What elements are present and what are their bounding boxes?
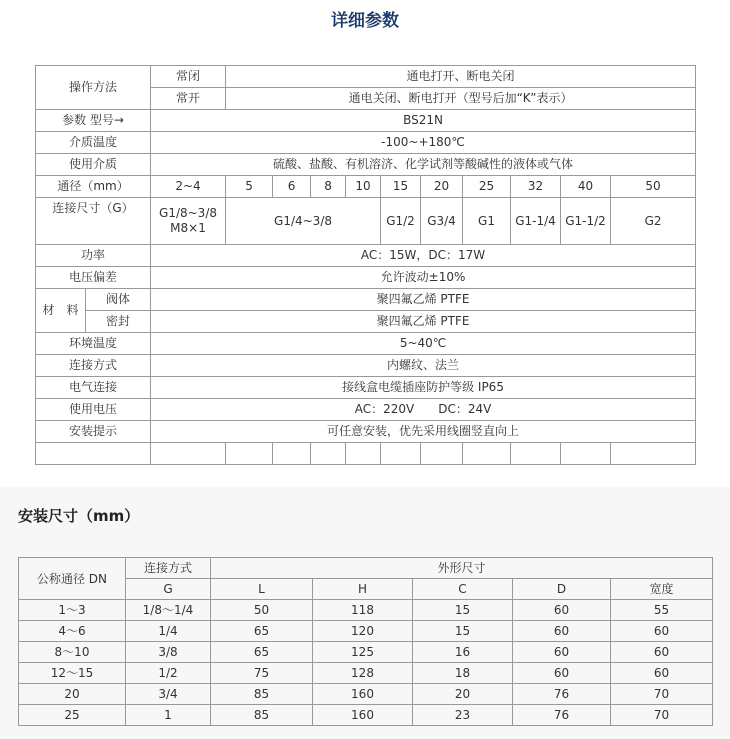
diameter-cell: 20 (421, 176, 463, 198)
dim-cell: 20 (413, 684, 513, 705)
header-outline: 外形尺寸 (211, 558, 713, 579)
diameter-cell: 10 (346, 176, 381, 198)
dim-cell: 60 (513, 600, 611, 621)
diameter-cell: 6 (273, 176, 311, 198)
empty-cell (151, 443, 226, 465)
dim-cell: 20 (19, 684, 126, 705)
label-medium: 使用介质 (36, 154, 151, 176)
dim-cell: 160 (313, 705, 413, 726)
label-install-tip: 安装提示 (36, 421, 151, 443)
value-voltage-deviation: 允许波动±10% (151, 267, 696, 289)
table-row (36, 355, 696, 377)
value-ambient-temp: 5~40℃ (151, 333, 696, 355)
install-section (0, 487, 730, 739)
empty-cell (36, 443, 151, 465)
dim-cell: 16 (413, 642, 513, 663)
label-diameter: 通径（mm） (36, 176, 151, 198)
label-normally-open: 常开 (151, 88, 226, 110)
table-row (36, 333, 696, 355)
dim-cell: 85 (211, 705, 313, 726)
empty-cell (511, 443, 561, 465)
label-material: 材 料 (36, 289, 86, 333)
diameter-cell: 5 (226, 176, 273, 198)
label-model: 参数 型号→ (36, 110, 151, 132)
dim-cell: 15 (413, 600, 513, 621)
label-electric-conn: 电气连接 (36, 377, 151, 399)
dim-cell: 125 (313, 642, 413, 663)
page-title: 详细参数 (331, 11, 399, 31)
table-row (19, 600, 713, 621)
dim-cell: 60 (513, 621, 611, 642)
label-power: 功率 (36, 245, 151, 267)
value-install-tip: 可任意安装，优先采用线圈竖直向上 (151, 421, 696, 443)
conn-size-first-line2: M8×1 (170, 221, 206, 235)
label-ambient-temp: 环境温度 (36, 333, 151, 355)
table-row (36, 245, 696, 267)
dim-cell: 120 (313, 621, 413, 642)
conn-size-cell: G3/4 (421, 198, 463, 245)
dim-cell: 18 (413, 663, 513, 684)
diameter-cell: 40 (561, 176, 611, 198)
conn-size-cell: G1/4~3/8 (226, 198, 381, 245)
dim-cell: 1/4 (126, 621, 211, 642)
diameter-cell: 8 (311, 176, 346, 198)
dim-cell: 15 (413, 621, 513, 642)
header-h: H (313, 579, 413, 600)
header-width: 宽度 (611, 579, 713, 600)
empty-cell (463, 443, 511, 465)
label-valve-body: 阀体 (86, 289, 151, 311)
dim-cell: 60 (611, 621, 713, 642)
dim-cell: 1～3 (19, 600, 126, 621)
diameter-cell: 15 (381, 176, 421, 198)
dim-cell: 3/4 (126, 684, 211, 705)
table-row (36, 176, 696, 198)
header-l: L (211, 579, 313, 600)
empty-cell (421, 443, 463, 465)
table-row (36, 198, 696, 245)
value-valve-body: 聚四氟乙烯 PTFE (151, 289, 696, 311)
empty-cell (561, 443, 611, 465)
dim-cell: 76 (513, 705, 611, 726)
conn-size-cell: G1-1/4 (511, 198, 561, 245)
table-row (36, 66, 696, 88)
table-row (36, 267, 696, 289)
empty-cell (273, 443, 311, 465)
header-dn: 公称通径 DN (19, 558, 126, 600)
dim-cell: 60 (611, 642, 713, 663)
dim-cell: 75 (211, 663, 313, 684)
dim-cell: 65 (211, 642, 313, 663)
empty-cell (381, 443, 421, 465)
table-row (19, 663, 713, 684)
conn-size-first-cell (151, 198, 226, 245)
dim-cell: 65 (211, 621, 313, 642)
label-voltage-deviation: 电压偏差 (36, 267, 151, 289)
header-d: D (513, 579, 611, 600)
conn-size-first-line1: G1/8~3/8 (159, 206, 217, 220)
table-row (19, 705, 713, 726)
dim-cell: 60 (611, 663, 713, 684)
table-row-header (19, 558, 713, 579)
header-conn-type: 连接方式 (126, 558, 211, 579)
dim-cell: 76 (513, 684, 611, 705)
header-c: C (413, 579, 513, 600)
value-seal: 聚四氟乙烯 PTFE (151, 311, 696, 333)
conn-size-cell: G2 (611, 198, 696, 245)
empty-cell (611, 443, 696, 465)
label-conn-size: 连接尺寸（G） (36, 198, 151, 245)
dim-cell: 118 (313, 600, 413, 621)
dim-cell: 1 (126, 705, 211, 726)
label-normally-closed: 常闭 (151, 66, 226, 88)
table-row-empty (36, 443, 696, 465)
table-row (36, 399, 696, 421)
dim-cell: 1/8～1/4 (126, 600, 211, 621)
value-normally-open: 通电关闭、断电打开（型号后加“K”表示） (226, 88, 696, 110)
dim-cell: 85 (211, 684, 313, 705)
label-op-method: 操作方法 (36, 66, 151, 110)
label-medium-temp: 介质温度 (36, 132, 151, 154)
dim-cell: 8～10 (19, 642, 126, 663)
table-row (36, 421, 696, 443)
value-model: BS21N (151, 110, 696, 132)
conn-size-cell: G1-1/2 (561, 198, 611, 245)
empty-cell (226, 443, 273, 465)
table-row (36, 110, 696, 132)
label-conn-type: 连接方式 (36, 355, 151, 377)
value-voltage: AC：220V DC：24V (151, 399, 696, 421)
conn-size-cell: G1 (463, 198, 511, 245)
table-row (19, 684, 713, 705)
empty-cell (311, 443, 346, 465)
diameter-cell: 50 (611, 176, 696, 198)
value-electric-conn: 接线盒电缆插座防护等级 IP65 (151, 377, 696, 399)
table-row (19, 642, 713, 663)
dim-cell: 50 (211, 600, 313, 621)
table-row (19, 621, 713, 642)
dim-cell: 60 (513, 663, 611, 684)
table-row (36, 132, 696, 154)
diameter-cell: 2~4 (151, 176, 226, 198)
label-seal: 密封 (86, 311, 151, 333)
value-power: AC：15W，DC：17W (151, 245, 696, 267)
dim-cell: 23 (413, 705, 513, 726)
diameter-cell: 32 (511, 176, 561, 198)
dim-cell: 60 (513, 642, 611, 663)
value-medium: 硫酸、盐酸、有机溶济、化学试剂等酸碱性的液体或气体 (151, 154, 696, 176)
dim-cell: 128 (313, 663, 413, 684)
table-row (36, 289, 696, 311)
dimensions-table (18, 557, 713, 726)
diameter-cell: 25 (463, 176, 511, 198)
value-normally-closed: 通电打开、断电关闭 (226, 66, 696, 88)
table-row (36, 154, 696, 176)
dim-cell: 70 (611, 684, 713, 705)
dim-cell: 12～15 (19, 663, 126, 684)
dim-cell: 1/2 (126, 663, 211, 684)
install-title: 安装尺寸（mm） (18, 507, 140, 525)
table-row (36, 311, 696, 333)
dim-cell: 55 (611, 600, 713, 621)
dim-cell: 70 (611, 705, 713, 726)
conn-size-cell: G1/2 (381, 198, 421, 245)
header-g: G (126, 579, 211, 600)
empty-cell (346, 443, 381, 465)
parameters-table (35, 65, 696, 465)
dim-cell: 4～6 (19, 621, 126, 642)
dim-cell: 25 (19, 705, 126, 726)
dim-cell: 3/8 (126, 642, 211, 663)
value-conn-type: 内螺纹、法兰 (151, 355, 696, 377)
value-medium-temp: -100~+180℃ (151, 132, 696, 154)
label-voltage: 使用电压 (36, 399, 151, 421)
dim-cell: 160 (313, 684, 413, 705)
table-row (36, 377, 696, 399)
